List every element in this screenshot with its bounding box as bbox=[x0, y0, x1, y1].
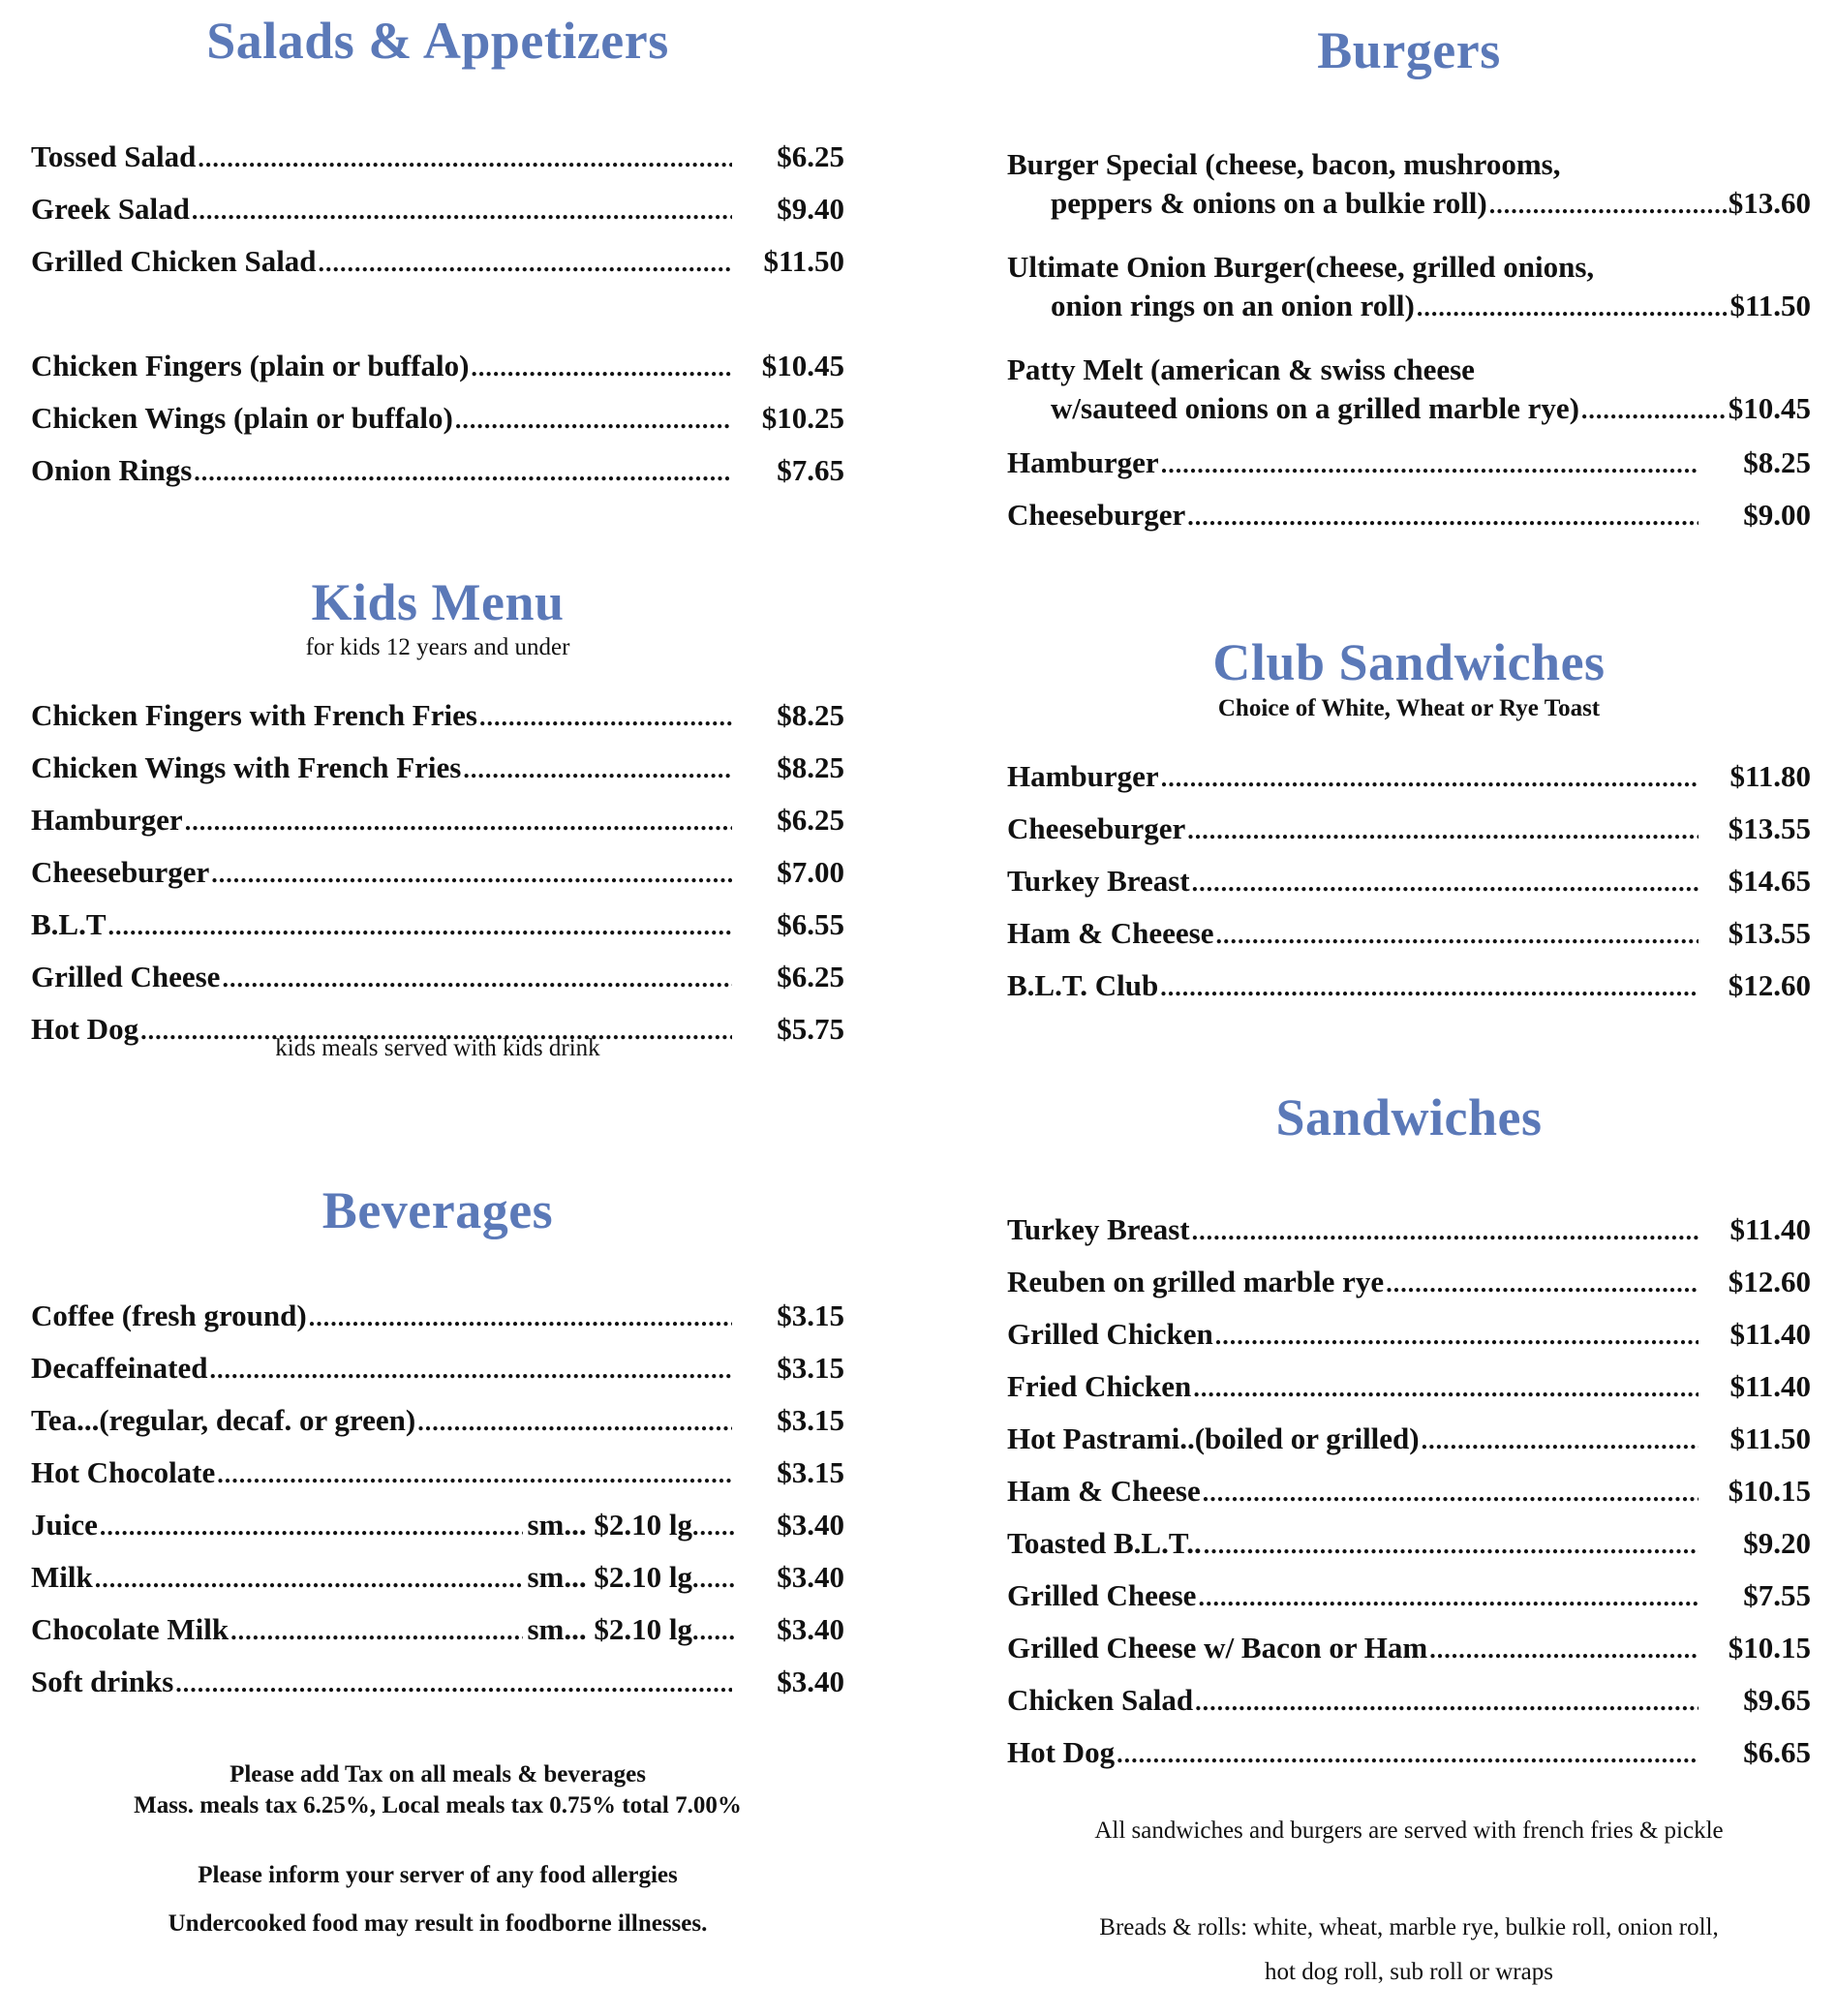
breads-line1: Breads & rolls: white, wheat, marble rye, bulkie roll, onion roll, bbox=[1099, 1914, 1719, 1940]
menu-item: Chicken Wings (plain or buffalo) ..... $10.25 bbox=[31, 393, 844, 445]
menu-item: B.L.T ..... $6.55 bbox=[31, 900, 844, 952]
menu-item: Hot Chocolate ..... $3.15 bbox=[31, 1448, 844, 1500]
tax-note-line2: Mass. meals tax 6.25%, Local meals tax 0.75% total 7.00% bbox=[134, 1792, 742, 1818]
club-subtitle: Choice of White, Wheat or Rye Toast bbox=[1217, 695, 1601, 721]
menu-item: Hot Dog ..... $5.75 bbox=[31, 1004, 844, 1056]
menu-item: Ham & Cheese ..... $10.15 bbox=[1007, 1466, 1811, 1518]
menu-item-multiline: Patty Melt (american & swiss cheese w/sauteed onions on a grilled marble rye) ..... $10.45 bbox=[1007, 351, 1811, 430]
menu-item: Hamburger ..... $11.80 bbox=[1007, 751, 1811, 804]
menu-item: Coffee (fresh ground) ..... $3.15 bbox=[31, 1291, 844, 1343]
menu-item: Turkey Breast ..... $14.65 bbox=[1007, 856, 1811, 908]
menu-item: Grilled Cheese ..... $6.25 bbox=[31, 952, 844, 1004]
sandwiches-title: Sandwiches bbox=[1275, 1088, 1543, 1146]
menu-item: Grilled Cheese w/ Bacon or Ham ..... $10.15 bbox=[1007, 1623, 1811, 1675]
menu-item: Tossed Salad ..... $6.25 bbox=[31, 132, 844, 184]
menu-item: Grilled Chicken Salad ..... $11.50 bbox=[31, 236, 844, 289]
menu-item: Hot Pastrami..(boiled or grilled) ..... $11.50 bbox=[1007, 1414, 1811, 1466]
kids-note: kids meals served with kids drink bbox=[275, 1035, 600, 1061]
undercooked-note: Undercooked food may result in foodborne illnesses. bbox=[168, 1910, 708, 1937]
tax-note-line1: Please add Tax on all meals & beverages bbox=[230, 1761, 646, 1787]
menu-item: Decaffeinated ..... $3.15 bbox=[31, 1343, 844, 1395]
menu-item: Chicken Fingers with French Fries ..... $8.25 bbox=[31, 690, 844, 743]
menu-item: Hamburger ..... $6.25 bbox=[31, 795, 844, 847]
kids-title: Kids Menu bbox=[311, 573, 565, 631]
club-list bbox=[1007, 751, 1811, 1013]
allergy-note: Please inform your server of any food allergies bbox=[198, 1862, 678, 1888]
menu-item: Greek Salad ..... $9.40 bbox=[31, 184, 844, 236]
club-title: Club Sandwiches bbox=[1212, 633, 1606, 691]
menu-item: Grilled Cheese ..... $7.55 bbox=[1007, 1571, 1811, 1623]
breads-line2: hot dog roll, sub roll or wraps bbox=[1265, 1959, 1553, 1985]
menu-item: Cheeseburger ..... $7.00 bbox=[31, 847, 844, 900]
menu-item: Chicken Fingers (plain or buffalo) ..... $10.45 bbox=[31, 341, 844, 393]
menu-item-multiline: Ultimate Onion Burger(cheese, grilled onions, onion rings on an onion roll) ..... $11.50 bbox=[1007, 248, 1811, 327]
menu-item: Reuben on grilled marble rye ..... $12.60 bbox=[1007, 1257, 1811, 1309]
sandwich-sides-note: All sandwiches and burgers are served with french fries & pickle bbox=[1094, 1817, 1724, 1844]
menu-item-sized: Juice ..... sm... $2.10 lg...... $3.40 bbox=[31, 1500, 844, 1552]
kids-subtitle: for kids 12 years and under bbox=[305, 634, 570, 660]
menu-item: Onion Rings ..... $7.65 bbox=[31, 445, 844, 498]
salads-title: Salads & Appetizers bbox=[206, 12, 669, 70]
burgers-list bbox=[1007, 145, 1811, 542]
menu-item: Cheeseburger ..... $13.55 bbox=[1007, 804, 1811, 856]
menu-item: Fried Chicken ..... $11.40 bbox=[1007, 1361, 1811, 1414]
menu-item: Grilled Chicken ..... $11.40 bbox=[1007, 1309, 1811, 1361]
menu-item: Hamburger ..... $8.25 bbox=[1007, 438, 1811, 490]
salads-list bbox=[31, 132, 844, 498]
menu-item: Tea...(regular, decaf. or green) ..... $3.15 bbox=[31, 1395, 844, 1448]
menu-item: Soft drinks ..... $3.40 bbox=[31, 1657, 844, 1709]
menu-item: Hot Dog ..... $6.65 bbox=[1007, 1727, 1811, 1780]
menu-item: Chicken Wings with French Fries ..... $8.25 bbox=[31, 743, 844, 795]
menu-item: Ham & Cheeese ..... $13.55 bbox=[1007, 908, 1811, 961]
menu-item: Cheeseburger ..... $9.00 bbox=[1007, 490, 1811, 542]
menu-item: Turkey Breast ..... $11.40 bbox=[1007, 1205, 1811, 1257]
sandwiches-list bbox=[1007, 1205, 1811, 1780]
menu-item: B.L.T. Club ..... $12.60 bbox=[1007, 961, 1811, 1013]
menu-item: Chicken Salad ..... $9.65 bbox=[1007, 1675, 1811, 1727]
menu-item-sized: Chocolate Milk ..... sm... $2.10 lg...... $3.40 bbox=[31, 1604, 844, 1657]
beverages-title: Beverages bbox=[321, 1181, 554, 1239]
menu-item-multiline: Burger Special (cheese, bacon, mushrooms, peppers & onions on a bulkie roll) ..... $13.60 bbox=[1007, 145, 1811, 225]
kids-list bbox=[31, 690, 844, 1056]
menu-item-sized: Milk ..... sm... $2.10 lg...... $3.40 bbox=[31, 1552, 844, 1604]
menu-item: Toasted B.L.T.. ..... $9.20 bbox=[1007, 1518, 1811, 1571]
beverages-list bbox=[31, 1291, 844, 1709]
burgers-title: Burgers bbox=[1317, 21, 1501, 79]
